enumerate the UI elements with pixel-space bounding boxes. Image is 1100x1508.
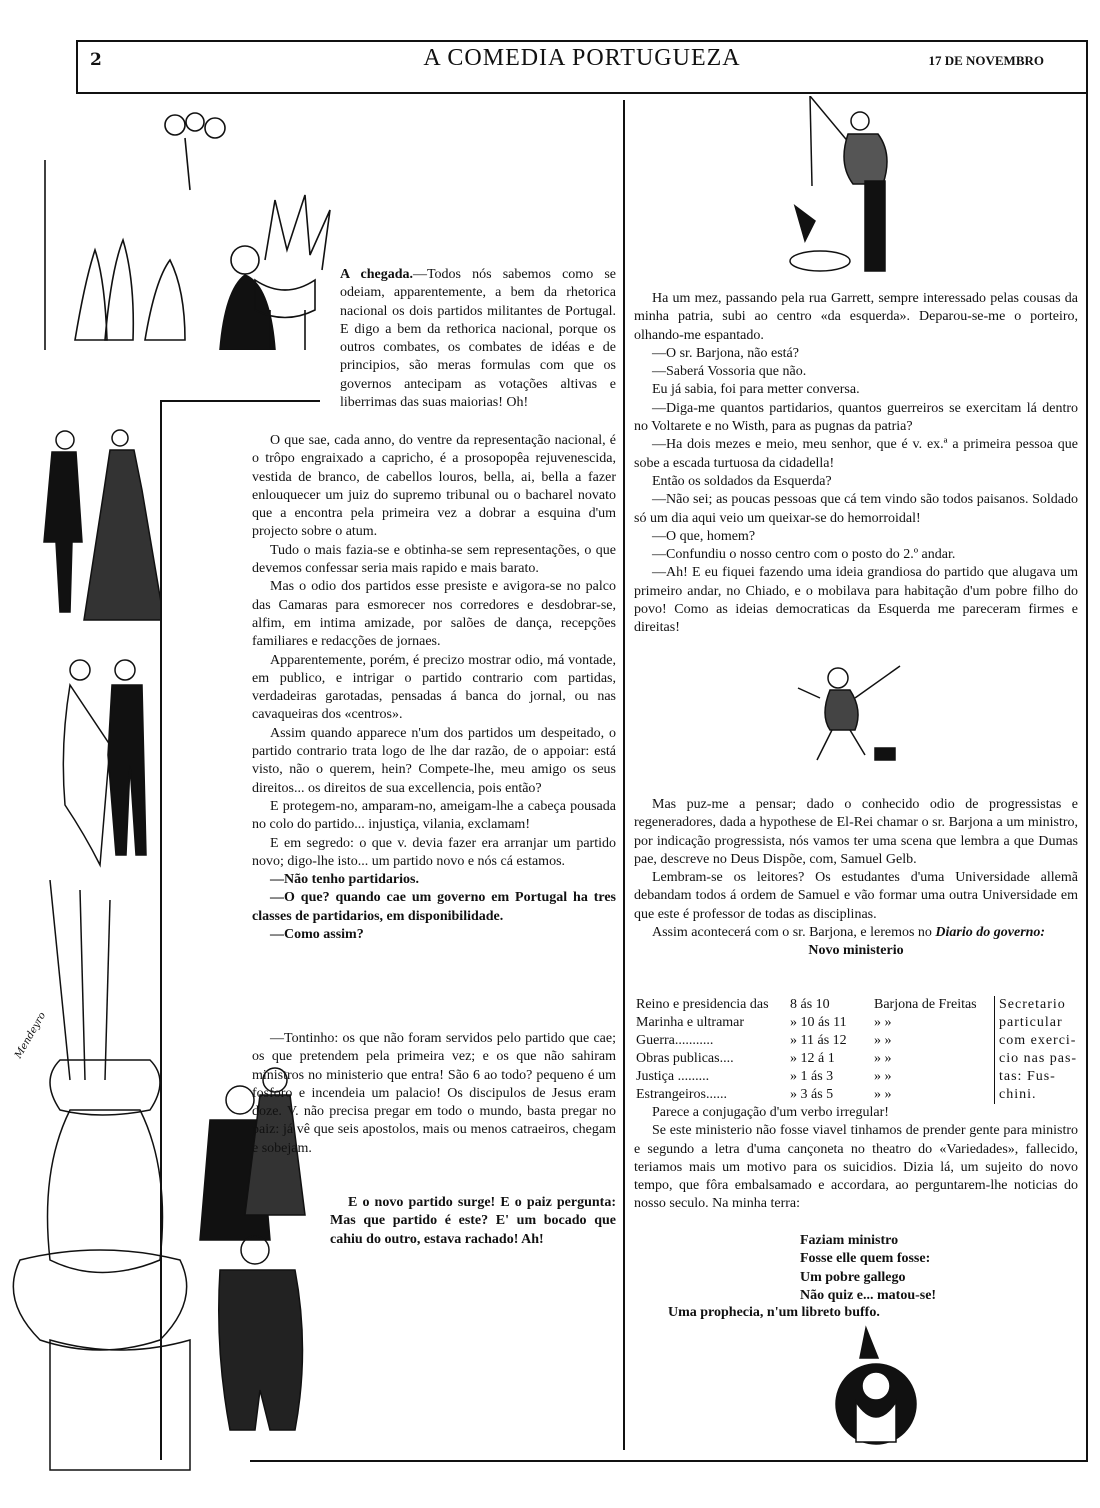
ministry-hours: » 11 ás 12 [790,1033,847,1048]
ministry-hours: » 1 ás 3 [790,1069,834,1084]
secretary-line: particular [999,1015,1063,1030]
masthead-title: A COMEDIA PORTUGUEZA [423,45,741,71]
right-paragraph: Lembram-se os leitores? Os estudantes d'uma Universidade allemã debandam todos á ordem de Samuel e vão formar uma outra Universidade em que este é professor de todas as disciplinas. [634,870,1078,922]
right-paragraph: Então os soldados da Esquerda? [652,473,832,489]
ministry-table [634,996,979,1104]
center-column-rule [623,100,625,1450]
left-column-top [340,266,616,412]
ministry-name: » » [874,1051,892,1066]
left-paragraph: E o novo partido surge! E o paiz pergunta: Mas que partido é este? E' um bocado que cahiu do outro, estava rachado! Ah! [330,1195,616,1247]
secretary-line: Secretario [999,997,1066,1012]
ministry-row [634,1032,979,1050]
dancing-man-illustration [790,658,910,768]
secretary-note [994,996,1079,1104]
closing-line [668,1304,1068,1322]
left-paragraph: E protegem-no, amparam-no, ameigam-lhe a cabeça pousada no colo do partido... injustiça, vilania, exclamam! [252,798,616,833]
right-paragraph: —Diga-me quantos partidarios, quantos guerreiros se exercitam lá dentro no Voltarete e no Wisth, para as pugnas da patria? [634,400,1078,435]
ministry-post: Estrangeiros...... [636,1087,727,1102]
right-paragraph: Mas puz-me a pensar; dado o conhecido odio de progressistas e regeneradores, dada a hypothese de El-Rei chamar o sr. Barjona a um ministro, por indicação progressista, nós vamos ter uma scena que lembra a que Dumas pae, descreve no Deus Dispõe, com, Samuel Gelb. [634,797,1078,867]
left-paragraph: Mas o odio dos partidos esse presiste e avigora-se no palco das Camaras para esmorecer nos corredores e desdobrar-se, alfim, em intima amizade, por salões de dança, recepções familiares e redacções de jornaes. [252,579,616,650]
right-column-top [634,290,1078,638]
verse-line: Faziam ministro [800,1233,899,1248]
ministry-post: Justiça ......... [636,1069,710,1084]
right-paragraph: Eu já sabia, foi para metter conversa. [652,382,860,398]
left-paragraph: —Não tenho partidarios. [270,872,419,888]
verse-line: Um pobre gallego [800,1269,906,1285]
verse-line: Fosse elle quem fosse: [800,1251,931,1267]
right-border-rule [1086,90,1088,1460]
page-number: 2 [90,50,102,70]
illustration-signature: Mendeyro [13,1010,49,1061]
left-paragraph: Assim quando apparece n'um dos partidos um despeitado, o partido contrario trata logo de lhe dar razão, de o appoiar: está visto, não o querem, hein? Compete-lhe, meu amigo os seus direitos... os direitos de sua excellencia, pois então? [252,725,616,796]
ministry-row [634,996,979,1014]
left-inner-top-rule [160,400,320,402]
right-paragraph: —O que, homem? [652,528,756,544]
left-paragraph: Apparentemente, porém, é precizo mostrar odio, má vontade, em publico, e intrigar o partido contrario com partidas, verdadeiras garotadas, pensadas á banca do jornal, ou nas cavaqueiras dos «centros». [252,652,616,723]
ministry-name: » » [874,1015,892,1030]
verse-line: Não quiz e... matou-se! [800,1287,937,1303]
right-column-mid [634,796,1078,961]
left-paragraph: Tudo o mais fazia-se e obtinha-se sem representações, o que devemos confessar seria mais rapido e mais barato. [252,542,616,577]
lead-label: A chegada. [340,267,413,282]
issue-date: 17 DE NOVEMBRO [928,53,1044,68]
ministry-post: Guerra........... [636,1033,714,1048]
right-paragraph: —O sr. Barjona, não está? [652,345,799,361]
ministry-post: Marinha e ultramar [636,1015,745,1030]
ministry-post: Reino e presidencia das [636,997,769,1012]
right-paragraph: Parece a conjugação d'um verbo irregular! [652,1105,889,1120]
left-paragraph: —Tontinho: os que não foram servidos pelo partido que cae; os que pretendem pela primeira vez; e os que não sahiram ministros no ministerio que entra! São 6 ao todo? pequeno é um fosforo e incendeia um palacio! Os discipulos de Jesus eram doze. V. não precisa pregar em todo o mundo, basta pregar no paiz: já vê que seis apostolos, mais ou menos catraeiros, chegam e sobejam. [252,1031,616,1156]
left-paragraph: —O que? quando cae um governo em Portugal ha tres classes de partidarios, em disponibilidade. [252,890,616,924]
fisherman-illustration [770,96,920,276]
lead-in-italic: Diario do governo: [935,925,1046,941]
ministry-post: Obras publicas.... [636,1051,734,1066]
left-column-bottom [252,1030,616,1158]
secretary-line: chini. [999,1087,1037,1102]
left-column-end [330,1194,616,1249]
lead-text: —Todos nós sabemos como se odeiam, apparentemente, a bem da rhetorica nacional os dois partidos militantes de Portugal. E digo a bem da rethorica nacional, porque os outros combates, os combates de idéas e de principios, são meras formulas com que os governos antecipam as votações altivas e liberrimas das suas maiorias! Oh! [340,267,616,411]
left-paragraph: E em segredo: o que v. devia fazer era arranjar um partido novo; digo-lhe isto... um partido novo e nós cá estamos. [252,835,616,869]
ministry-row [634,1014,979,1032]
ministry-title: Novo ministerio [808,943,904,959]
clown-medallion-illustration [826,1324,936,1450]
closing-text: Uma prophecia, n'um libreto buffo. [668,1305,880,1320]
right-paragraph: —Saberá Vossoria que não. [652,364,807,380]
lead-in-prefix: Assim acontecerá com o sr. Barjona, e leremos no [652,925,936,941]
ministry-hours: » 3 ás 5 [790,1087,834,1102]
ministry-hours: » 12 á 1 [790,1051,835,1066]
secretary-line: com exerci- [999,1033,1077,1048]
right-paragraph: —Confundiu o nosso centro com o posto do 2.º andar. [652,547,956,563]
right-paragraph: Ha um mez, passando pela rua Garrett, sempre interessado pelas cousas da minha patria, subi ao centro «da esquerda». Deparou-se-me o porteiro, olhando-me espantado. [634,291,1078,343]
vase-and-figures-illustration [10,880,410,1480]
right-paragraph: Se este ministerio não fosse viavel tinhamos de prender gente para ministro e segundo a letra d'uma cançoneta no theatro do «Variedades», fallecido, teriamos mais um motivo para os suicidios. Dizia lá, um sujeito do novo tempo, que fôra embalsamado e accordara, ao perguntarem-lhe noticias do nosso seculo. Na minha terra: [634,1123,1078,1212]
verse-block [800,1232,1060,1305]
right-paragraph: —Ah! E eu fiquei fazendo uma ideia grandiosa do partido que alugava um primeiro andar, no Chiado, e o mobilava para habitação d'um pobre filho do povo! Como as ideias democraticas da Esquerda me pareceram firmes e direitas! [634,565,1078,636]
right-paragraph: —Ha dois mezes e meio, meu senhor, que é v. ex.ª a primeira pessoa que sobe a escada turtuosa da cidadella! [634,437,1078,471]
ministry-name: » » [874,1087,892,1102]
ministry-name: » » [874,1033,892,1048]
right-column-bottom [634,1104,1078,1214]
ministry-row [634,1068,979,1086]
ministry-row [634,1086,979,1104]
header [80,45,1084,79]
ministry-hours: » 10 ás 11 [790,1015,847,1030]
ballroom-illustration [15,100,335,350]
left-column-main [252,432,616,944]
couple-illustration [30,420,160,630]
left-paragraph: —Como assim? [270,927,364,943]
right-paragraph: —Não sei; as poucas pessoas que cá tem vindo são todos paisanos. Soldado só um dia aqui veio um queixar-se do hemorroidal! [634,492,1078,526]
secretary-line: cio nas pas- [999,1051,1078,1066]
ministry-hours: 8 ás 10 [790,997,830,1012]
left-paragraph: O que sae, cada anno, do ventre da representação nacional, é o trôpo engraixado a capricho, é a prosopopêa rejuvenescida, vestida de branco, de cabellos louros, bella, ai, bella a fazer enlouquecer um juiz do supremo tribunal ou o bacharel novato que a encontra pela primeira vez a dobrar a esquina d'um projecto sobre o atum. [252,433,616,540]
ministry-row [634,1050,979,1068]
ministry-name: » » [874,1069,892,1084]
dancers-illustration [50,640,170,870]
secretary-line: tas: Fus- [999,1069,1056,1084]
ministry-name: Barjona de Freitas [874,997,977,1012]
